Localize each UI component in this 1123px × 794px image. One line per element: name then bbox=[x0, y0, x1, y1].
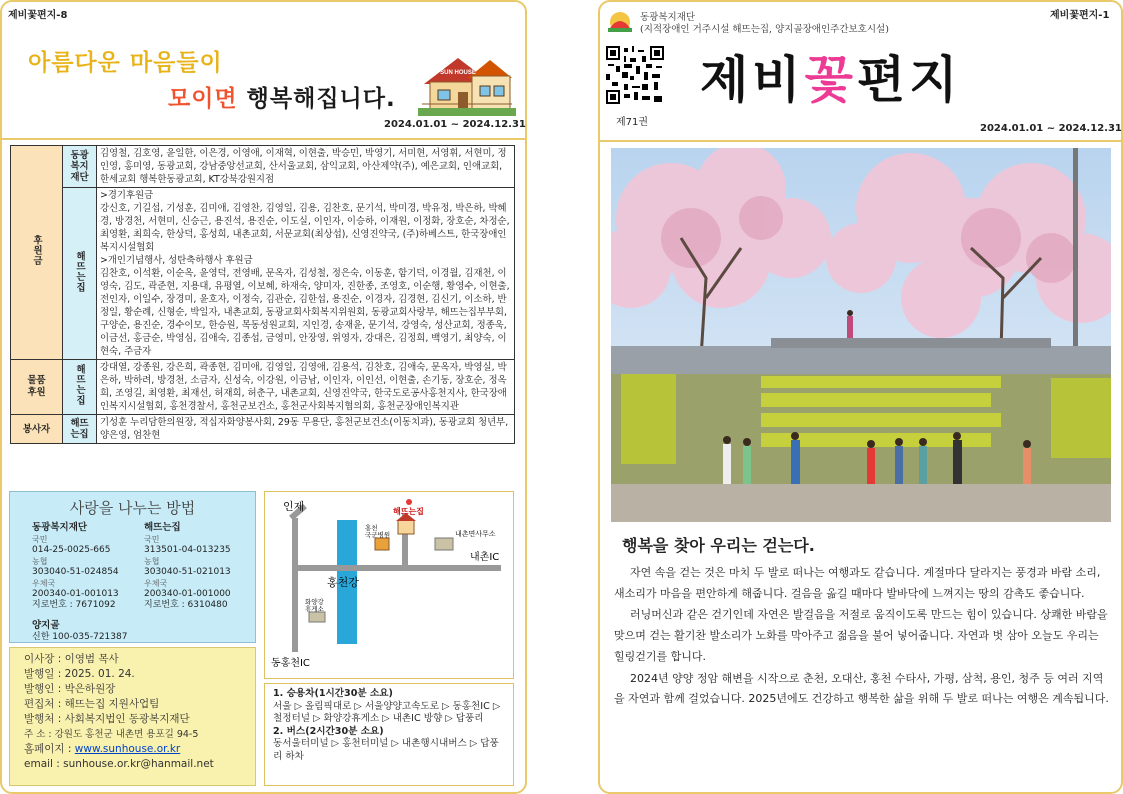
sub-volunteer bbox=[63, 415, 97, 444]
category-sponsor bbox=[11, 146, 63, 360]
account-name: 해뜨는집 bbox=[144, 522, 181, 533]
donor-table bbox=[10, 145, 515, 444]
sub-haetteun bbox=[63, 188, 97, 360]
list-heading: >경기후원금 bbox=[100, 190, 154, 201]
office-icon bbox=[435, 538, 453, 550]
foundation-line1: 동광복지재단 bbox=[640, 12, 696, 23]
editor: 편집처 : 해뜨는집 지원사업팀 bbox=[24, 698, 160, 710]
route-directions bbox=[264, 683, 514, 786]
sub-label: 해뜨는집 bbox=[74, 250, 85, 293]
bank-name: 우체국 bbox=[32, 579, 56, 588]
route-bus-title: 2. 버스(2시간30분 소요) bbox=[273, 725, 384, 737]
article-body bbox=[614, 563, 1110, 711]
article-paragraph: 자연 속을 걷는 것은 마치 두 발로 떠나는 여행과도 같습니다. 계절마다 달라지는 풍경과 바람 소리, 새소리가 마음을 편안하게 해줍니다. 걸음을 옮길 때마다 발바닥에 느껴지는 땅의 감촉도 좋습니다. bbox=[614, 566, 1101, 600]
homepage-link[interactable]: www.sunhouse.or.kr bbox=[74, 743, 181, 755]
category-volunteer: 봉사자 bbox=[11, 415, 63, 444]
publish-date: 발행일 : 2025. 01. 24. bbox=[24, 668, 135, 680]
hospital-icon bbox=[375, 538, 389, 550]
account-number: 014-25-0025-665 bbox=[32, 545, 111, 555]
donor-list-haetteun bbox=[97, 188, 515, 360]
account-number: 신한 100-035-721387 bbox=[32, 632, 128, 642]
foundation-line2: (지적장애인 거주시설 해뜨는집, 양지골장애인주간보호시설) bbox=[640, 24, 889, 35]
table-row bbox=[11, 146, 515, 188]
bank-name: 국민 bbox=[32, 535, 48, 544]
giro-number: 지로번호 : 6310480 bbox=[144, 600, 228, 610]
newsletter-title bbox=[700, 40, 962, 112]
article-paragraph: 2024년 양양 정암 해변을 시작으로 춘천, 오대산, 홍천 수타사, 가평, 삼척, 용인, 청주 등 여러 지역을 자연과 함께 걸었습니다. 2025년에도 건강하고 행복한 삶을 위해 두 발로 떠나는 여행은 계속됩니다. bbox=[614, 671, 1109, 706]
article-paragraph: 러닝머신과 같은 걷기인데 자연은 발걸음을 저절로 움직이도록 만드는 힘이 있습니다. 상쾌한 바람을 맞으며 걷는 활기찬 발소리가 노화를 막아주고 젊음을 불어 넣어줍니다. 자연과 벗 삼아 오늘도 우리는 힐링걷기를 합니다. bbox=[614, 608, 1108, 663]
map-label-office: 내촌면사무소 bbox=[455, 530, 496, 538]
volunteer-list: 기성훈 누리담한의원장, 적십자화양봉사회, 29동 무용단, 홍천군보건소(이동치과), 동광교회 청년부, 양은영, 엄찬현 bbox=[97, 415, 515, 444]
account-name: 양지골 bbox=[32, 620, 60, 631]
map-label-hospital: 홍천 국군병원 bbox=[365, 524, 391, 540]
rest-area-icon bbox=[309, 612, 325, 622]
account-number: 200340-01-001000 bbox=[144, 589, 231, 599]
house-sign: SUN HOUSE bbox=[440, 70, 476, 76]
date-range: 2024.01.01 ~ 2024.12.31 bbox=[980, 123, 1122, 134]
account-number: 200340-01-001013 bbox=[32, 589, 119, 599]
sub-label: 동광복지재단 bbox=[70, 150, 89, 183]
route-car-text: 서울 ▷ 올림픽대로 ▷ 서울양양고속도로 ▷ 동홍천IC ▷ 철정터널 ▷ 화양강휴게소 ▷ 내촌IC 방향 ▷ 답풍리 bbox=[273, 700, 501, 725]
map-label-naechon-ic: 내촌IC bbox=[470, 552, 500, 563]
map-label-river: 홍천강 bbox=[327, 576, 359, 589]
header-divider bbox=[0, 138, 527, 140]
bank-name: 국민 bbox=[144, 535, 160, 544]
map-label-rest-area: 화양강 휴게소 bbox=[305, 598, 324, 614]
date-range: 2024.01.01 ~ 2024.12.31 bbox=[384, 119, 526, 130]
account-name: 동광복지재단 bbox=[32, 522, 88, 533]
donor-list-donggwang: 김영철, 김호영, 윤일한, 이은경, 이영애, 이재혁, 이현출, 박승민, 박영기, 서미현, 서영휘, 서현미, 정인영, 홍미영, 동광교회, 강남중앙선교회, 산서울교회, 삼익교회, 아산제약(주), 예은교회, 인애교회, 한세교회 행복한동광교회, KT강북강원지점 bbox=[97, 146, 515, 188]
account-number: 303040-51-021013 bbox=[144, 567, 231, 577]
header-divider bbox=[598, 140, 1123, 142]
category-label: 후원금 bbox=[31, 234, 42, 267]
sub-donggwang bbox=[63, 146, 97, 188]
location-map bbox=[264, 491, 514, 679]
homepage-label: 홈페이지 : bbox=[24, 743, 75, 755]
slogan-line2 bbox=[168, 80, 396, 113]
house-icon bbox=[398, 520, 414, 534]
list-text: 강신호, 기길섭, 기성훈, 김미애, 김영찬, 김영일, 김용, 김찬호, 문기석, 박미경, 박유정, 박은하, 박혜경, 방경천, 서현미, 신승근, 용진석, 용진순, 이도실, 이인자, 이승하, 이재원, 이정화, 장호순, 차정순, 최영환, 최희숙, 한상덕, 홍성희, 내촌교회, 서문교회(최상섭), 신영진약국, (주)하베스트, 한국장애인복지시설협회 bbox=[100, 203, 510, 253]
account-donggwang bbox=[32, 522, 119, 611]
title-part-c: 편지 bbox=[856, 51, 962, 109]
route-bus-text: 동서울터미널 ▷ 홍천터미널 ▷ 내촌행시내버스 ▷ 답풍리 하차 bbox=[273, 738, 499, 762]
table-row bbox=[11, 415, 515, 444]
sharing-box bbox=[9, 491, 256, 643]
page-number: 제비꽃편지-1 bbox=[1050, 10, 1110, 21]
slogan-line2-highlight: 모이면 bbox=[168, 86, 238, 112]
title-part-b: 꽃 bbox=[804, 51, 857, 109]
map-label-inje: 인제 bbox=[283, 500, 305, 513]
cover-photo-cherry-blossoms bbox=[611, 148, 1111, 522]
bank-name: 농협 bbox=[32, 557, 48, 566]
slogan-line1-text: 아름다운 마음들이 bbox=[28, 50, 223, 76]
giro-number: 지로번호 : 7671092 bbox=[32, 600, 116, 610]
chairman: 이사장 : 이영범 목사 bbox=[24, 653, 119, 665]
account-yangji bbox=[32, 620, 127, 643]
list-text: 김찬호, 이석환, 이순옥, 윤영덕, 전영배, 문옥자, 김성철, 정은숙, 이동훈, 함기덕, 이경월, 김재천, 이영숙, 김도, 곽준현, 지용대, 유평열, 이보혜, 하재숙, 양미자, 진한종, 조영호, 이순행, 황영수, 이현출, 전인자, 이일수, 장경미, 윤호자, 이정숙, 김관순, 김한섭, 용진순, 이경자, 김경현, 김신기, 이소하, 반정일, 황순례, 신형순, 박일자, 내촌교회, 동광교회사회복지위원회, 동광교회사랑부, 해뜨는집부부회, 구양순, 용진순, 경수이모, 한승원, 목동성원교회, 지인경, 송재윤, 문기석, 강영숙, 성산교회, 정종욱, 이금선, 홍금순, 박영심, 김애숙, 김종섭, 금영미, 안장영, 위영자, 강대은, 김정희, 백영기, 최양숙, 이현숙, 주금자 bbox=[100, 268, 510, 357]
issue-number: 제71권 bbox=[616, 117, 649, 128]
account-haetteun bbox=[144, 522, 231, 611]
sharing-title: 사랑을 나누는 방법 bbox=[69, 499, 196, 517]
sub-label: 해뜨는집 bbox=[70, 418, 89, 440]
house-illustration bbox=[418, 54, 516, 116]
table-row bbox=[11, 188, 515, 360]
qr-code[interactable] bbox=[606, 46, 664, 104]
bank-name: 우체국 bbox=[144, 579, 168, 588]
account-number: 303040-51-024854 bbox=[32, 567, 119, 577]
bank-name: 농협 bbox=[144, 557, 160, 566]
list-heading: >개인기념행사, 성탄축하행사 후원금 bbox=[100, 255, 253, 266]
map-label-haetteun: 해뜨는집 bbox=[393, 507, 424, 516]
category-goods bbox=[11, 360, 63, 415]
title-part-a: 제비 bbox=[700, 51, 805, 109]
slogan-line1 bbox=[28, 44, 223, 77]
foundation-logo-icon bbox=[604, 10, 636, 36]
slogan-line2-text: 행복해집니다. bbox=[246, 86, 396, 112]
route-car-title: 1. 승용차(1시간30분 소요) bbox=[273, 688, 393, 699]
sub-goods bbox=[63, 360, 97, 415]
publication-info bbox=[9, 647, 256, 786]
account-number: 313501-04-013235 bbox=[144, 545, 231, 555]
publisher: 발행인 : 박은하원장 bbox=[24, 683, 116, 695]
foundation-name bbox=[640, 12, 889, 36]
homepage bbox=[24, 742, 241, 757]
table-row bbox=[11, 360, 515, 415]
page-number: 제비꽃편지-8 bbox=[8, 10, 68, 21]
article-title: 행복을 찾아 우리는 걷는다. bbox=[622, 536, 815, 555]
goods-list: 강대열, 강종원, 강은희, 곽종현, 김미애, 김영일, 김영애, 김용석, 김찬호, 김애숙, 문옥자, 박영실, 박은하, 박하려, 방경천, 소금자, 신성숙, 이강원, 이금남, 이인자, 이인선, 이현출, 손기동, 장호순, 정옥희, 조영길, 최영환, 최재선, 허재희, 허춘구, 내촌교회, 신영진약국, 한국도로공사홍천지사, 한국장애인복지시설협회, 홍천경찰서, 홍천군보건소, 홍천군사회복지협의회, 홍천군장애인복지관 bbox=[97, 360, 515, 415]
map-drawing bbox=[265, 492, 513, 678]
sub-label: 해뜨는집 bbox=[74, 364, 85, 406]
location-pin-icon bbox=[406, 499, 412, 505]
address: 주 소 : 강원도 홍천군 내촌면 용포길 94-5 bbox=[24, 729, 199, 740]
issuer: 발행처 : 사회복지법인 동광복지재단 bbox=[24, 713, 190, 725]
map-label-east-ic: 동홍천IC bbox=[271, 658, 310, 669]
category-label: 물품후원 bbox=[27, 375, 46, 398]
email: email : sunhouse.or.kr@hanmail.net bbox=[24, 758, 214, 770]
